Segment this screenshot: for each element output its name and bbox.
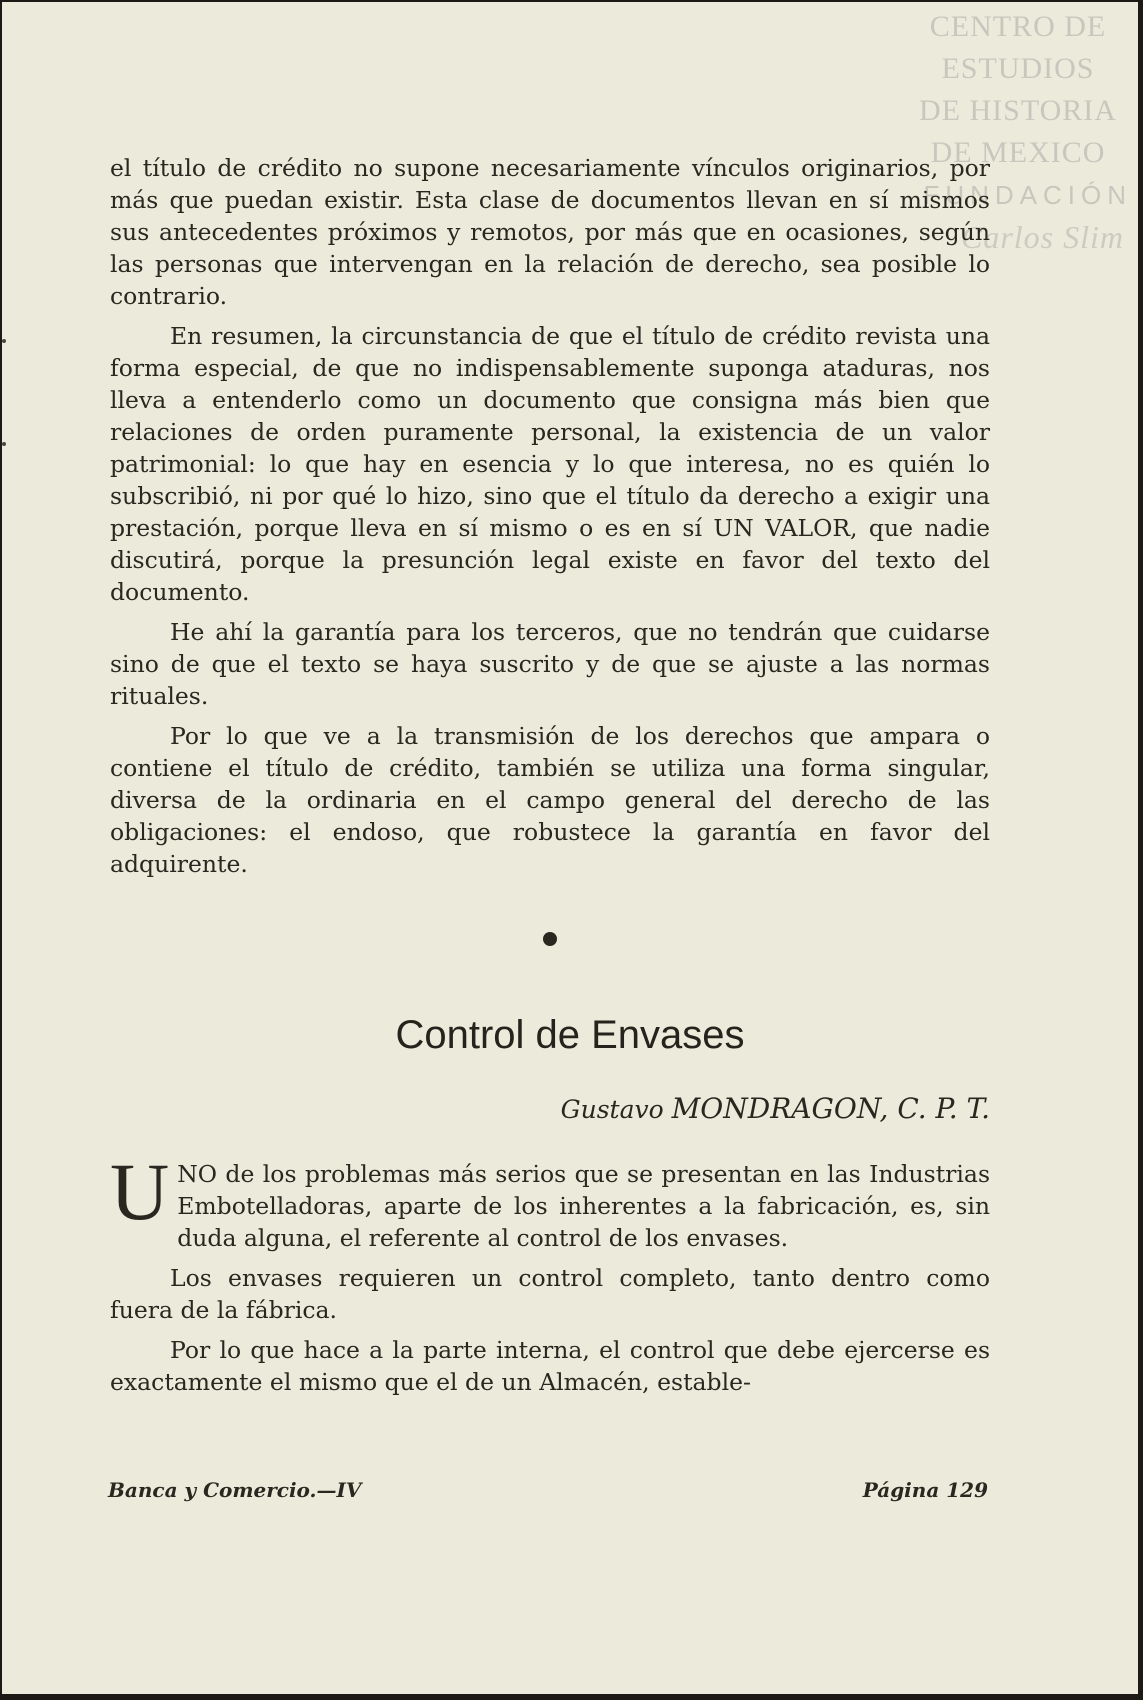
drop-cap: U: [110, 1146, 170, 1237]
article-title: Control de Envases: [395, 1013, 745, 1057]
author-surname: MONDRAGON, C. P. T.: [671, 1092, 990, 1125]
author-first-name: Gustavo: [560, 1095, 664, 1124]
continuation-text: [110, 152, 990, 888]
footer-publication: Banca y Comercio.—IV: [108, 1478, 362, 1502]
article-author: [561, 1092, 990, 1127]
watermark-line: DE HISTORIA: [919, 94, 1117, 127]
footer-page-number: Página 129: [862, 1478, 988, 1502]
paragraph: Por lo que hace a la parte interna, el control que debe ejercerse es exactamente el mismo que el de un Almacén, estable-: [110, 1336, 990, 1396]
paragraph: [110, 1146, 990, 1254]
watermark-line: DE MEXICO: [930, 136, 1106, 169]
document-page: [2, 2, 1138, 1694]
margin-mark: [2, 442, 6, 446]
paragraph: Los envases requieren un control completo, tanto dentro como fuera de la fábrica.: [110, 1264, 990, 1324]
watermark-line: ESTUDIOS: [941, 52, 1095, 85]
article-body: [110, 1146, 990, 1406]
watermark-fundacion: FUNDACIÓN: [923, 180, 1132, 210]
paragraph: Por lo que ve a la transmisión de los derechos que ampara o contiene el título de crédito, también se utiliza una forma singular, diversa de la ordinaria en el campo general del derecho de las obligaciones: el endoso, que robustece la garantía en favor del adquirente.: [110, 722, 990, 878]
paragraph: He ahí la garantía para los terceros, que no tendrán que cuidarse sino de que el texto se haya suscrito y de que se ajuste a las normas rituales.: [110, 618, 990, 710]
watermark-signature: Carlos Slim: [960, 219, 1124, 255]
watermark-line: CENTRO DE: [929, 10, 1107, 43]
paragraph: En resumen, la circunstancia de que el título de crédito revista una forma especial, de que no indispensablemente suponga ataduras, nos lleva a entenderlo como un documento que consigna más bien que relaciones de orden puramente personal, la existencia de un valor patrimonial: lo que hay en esencia y lo que interesa, no es quién lo subscribió, ni por qué lo hizo, sino que el título da derecho a exigir una prestación, porque lleva en sí mismo o es en sí UN VALOR, que nadie discutirá, porque la presunción legal existe en favor del texto del documento.: [110, 322, 990, 606]
margin-mark: [2, 339, 6, 343]
paragraph: el título de crédito no supone necesariamente vínculos originarios, por más que puedan existir. Esta clase de documentos llevan en sí mismos sus antecedentes próximos y remotos, por más que en ocasiones, según las personas que intervengan en la relación de derecho, sea posible lo contrario.: [110, 154, 990, 310]
section-divider-bullet: [543, 932, 557, 946]
paragraph-text: NO de los problemas más serios que se presentan en las Industrias Embotelladoras, aparte de los inherentes a la fabricación, es, sin duda alguna, el referente al control de los envases.: [177, 1160, 990, 1252]
